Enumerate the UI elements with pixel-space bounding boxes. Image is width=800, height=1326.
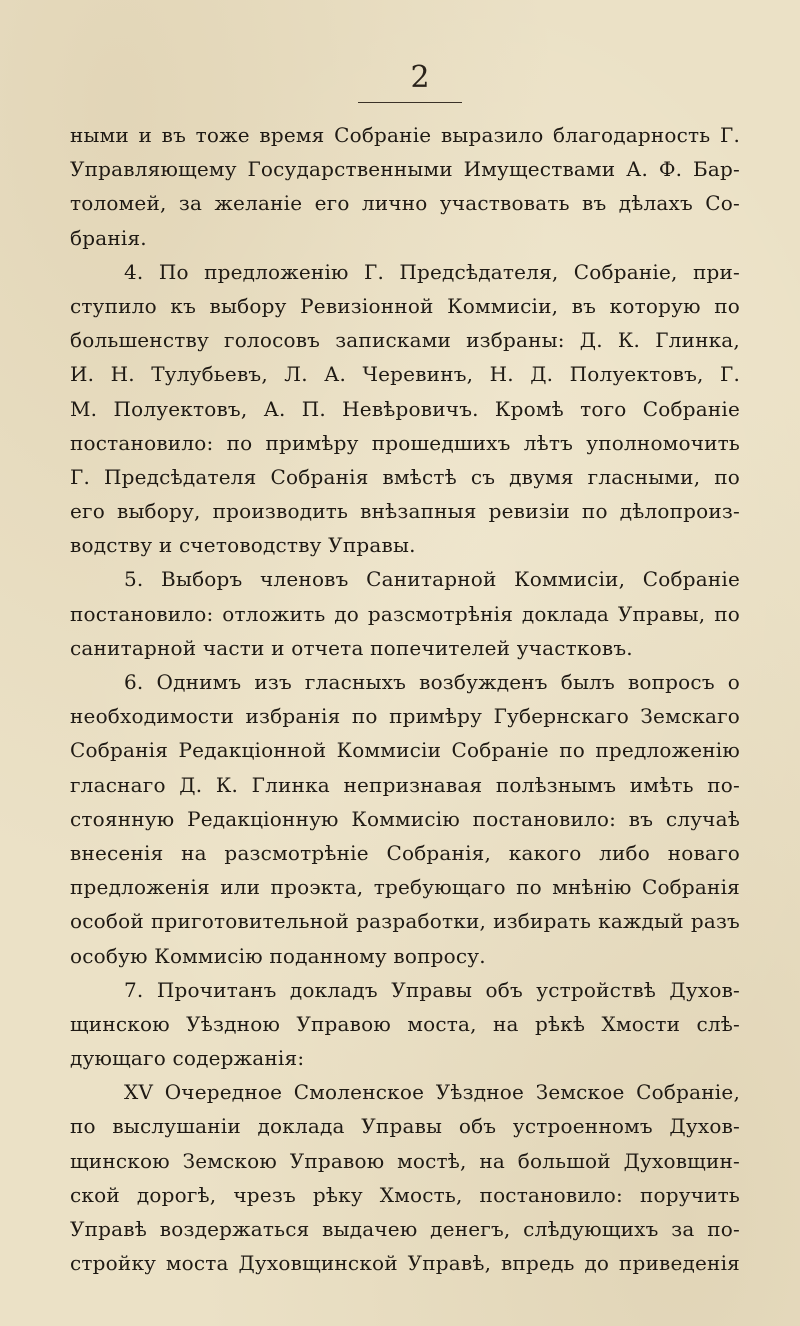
text-line: особую Коммисію поданному вопросу. xyxy=(70,943,486,968)
text-line: И. Н. Тулубьевъ, Л. А. Черевинъ, Н. Д. Полуектовъ, Г. xyxy=(70,362,740,387)
text-line: 7. Прочитанъ докладъ Управы объ устройствѣ Духов- xyxy=(124,977,740,1002)
text-line: Собранія Редакціонной Коммисіи Собраніе по предложенію xyxy=(70,738,740,763)
text-line: предложенія или проэкта, требующаго по мнѣнію Собранія xyxy=(70,875,740,900)
text-line: его выбору, производить внѣзапныя ревизіи по дѣлопроиз- xyxy=(70,499,740,524)
page-number-rule xyxy=(358,102,462,103)
text-line: Г. Предсѣдателя Собранія вмѣстѣ съ двумя гласными, по xyxy=(70,464,740,489)
text-line: дующаго содержанія: xyxy=(70,1046,305,1071)
text-line: особой приготовительной разработки, избирать каждый разъ xyxy=(70,909,740,934)
text-line: М. Полуектовъ, А. П. Невѣровичъ. Кромѣ того Собраніе xyxy=(70,396,740,421)
text-line: стоянную Редакціонную Коммисію постановило: въ случаѣ xyxy=(70,806,740,831)
text-line: щинскою Уѣздною Управою моста, на рѣкѣ Хмости слѣ- xyxy=(70,1011,740,1036)
text-line: ступило къ выбору Ревизіонной Коммисіи, въ которую по xyxy=(70,293,740,318)
text-line: щинскою Земскою Управою мостѣ, на большой Духовщин- xyxy=(70,1148,740,1173)
text-line: необходимости избранія по примѣру Губернскаго Земскаго xyxy=(70,704,740,729)
text-line: гласнаго Д. К. Глинка непризнавая полѣзнымъ имѣть по- xyxy=(70,772,740,797)
text-line: санитарной части и отчета попечителей участковъ. xyxy=(70,635,633,660)
text-line: бранія. xyxy=(70,225,147,250)
text-line: 5. Выборъ членовъ Санитарной Коммисіи, Собраніе xyxy=(124,567,740,592)
text-line: толомей, за желаніе его лично участвовать въ дѣлахъ Со- xyxy=(70,191,740,216)
text-line: большенству голосовъ записками избраны: Д. К. Глинка, xyxy=(70,328,740,353)
text-line: XV Очередное Смоленское Уѣздное Земское Собраніе, xyxy=(124,1080,740,1105)
text-line: по выслушаніи доклада Управы объ устроенномъ Духов- xyxy=(70,1114,740,1139)
text-line: постановило: отложить до разсмотрѣнія доклада Управы, по xyxy=(70,601,740,626)
page-number: 2 xyxy=(410,60,430,95)
text-line: Управѣ воздержаться выдачею денегъ, слѣдующихъ за по- xyxy=(70,1217,740,1241)
text-line: стройку моста Духовщинской Управѣ, впредь до приведенія xyxy=(70,1251,740,1276)
text-line: водству и счетоводству Управы. xyxy=(70,533,416,558)
text-line: внесенія на разсмотрѣніе Собранія, какого либо новаго xyxy=(70,840,740,865)
text-line: Управляющему Государственными Имуществами А. Ф. Бар- xyxy=(70,157,740,182)
text-line: постановило: по примѣру прошедшихъ лѣтъ уполномочить xyxy=(70,430,740,455)
text-line: 6. Однимъ изъ гласныхъ возбужденъ былъ вопросъ о xyxy=(124,670,740,694)
text-line: ской дорогѣ, чрезъ рѣку Хмость, постановило: поручить xyxy=(70,1182,740,1207)
text-line: ными и въ тоже время Собраніе выразило благодарность Г. xyxy=(70,123,740,147)
body-text xyxy=(70,118,740,1280)
text-line: 4. По предложенію Г. Предсѣдателя, Собраніе, при- xyxy=(124,259,740,284)
